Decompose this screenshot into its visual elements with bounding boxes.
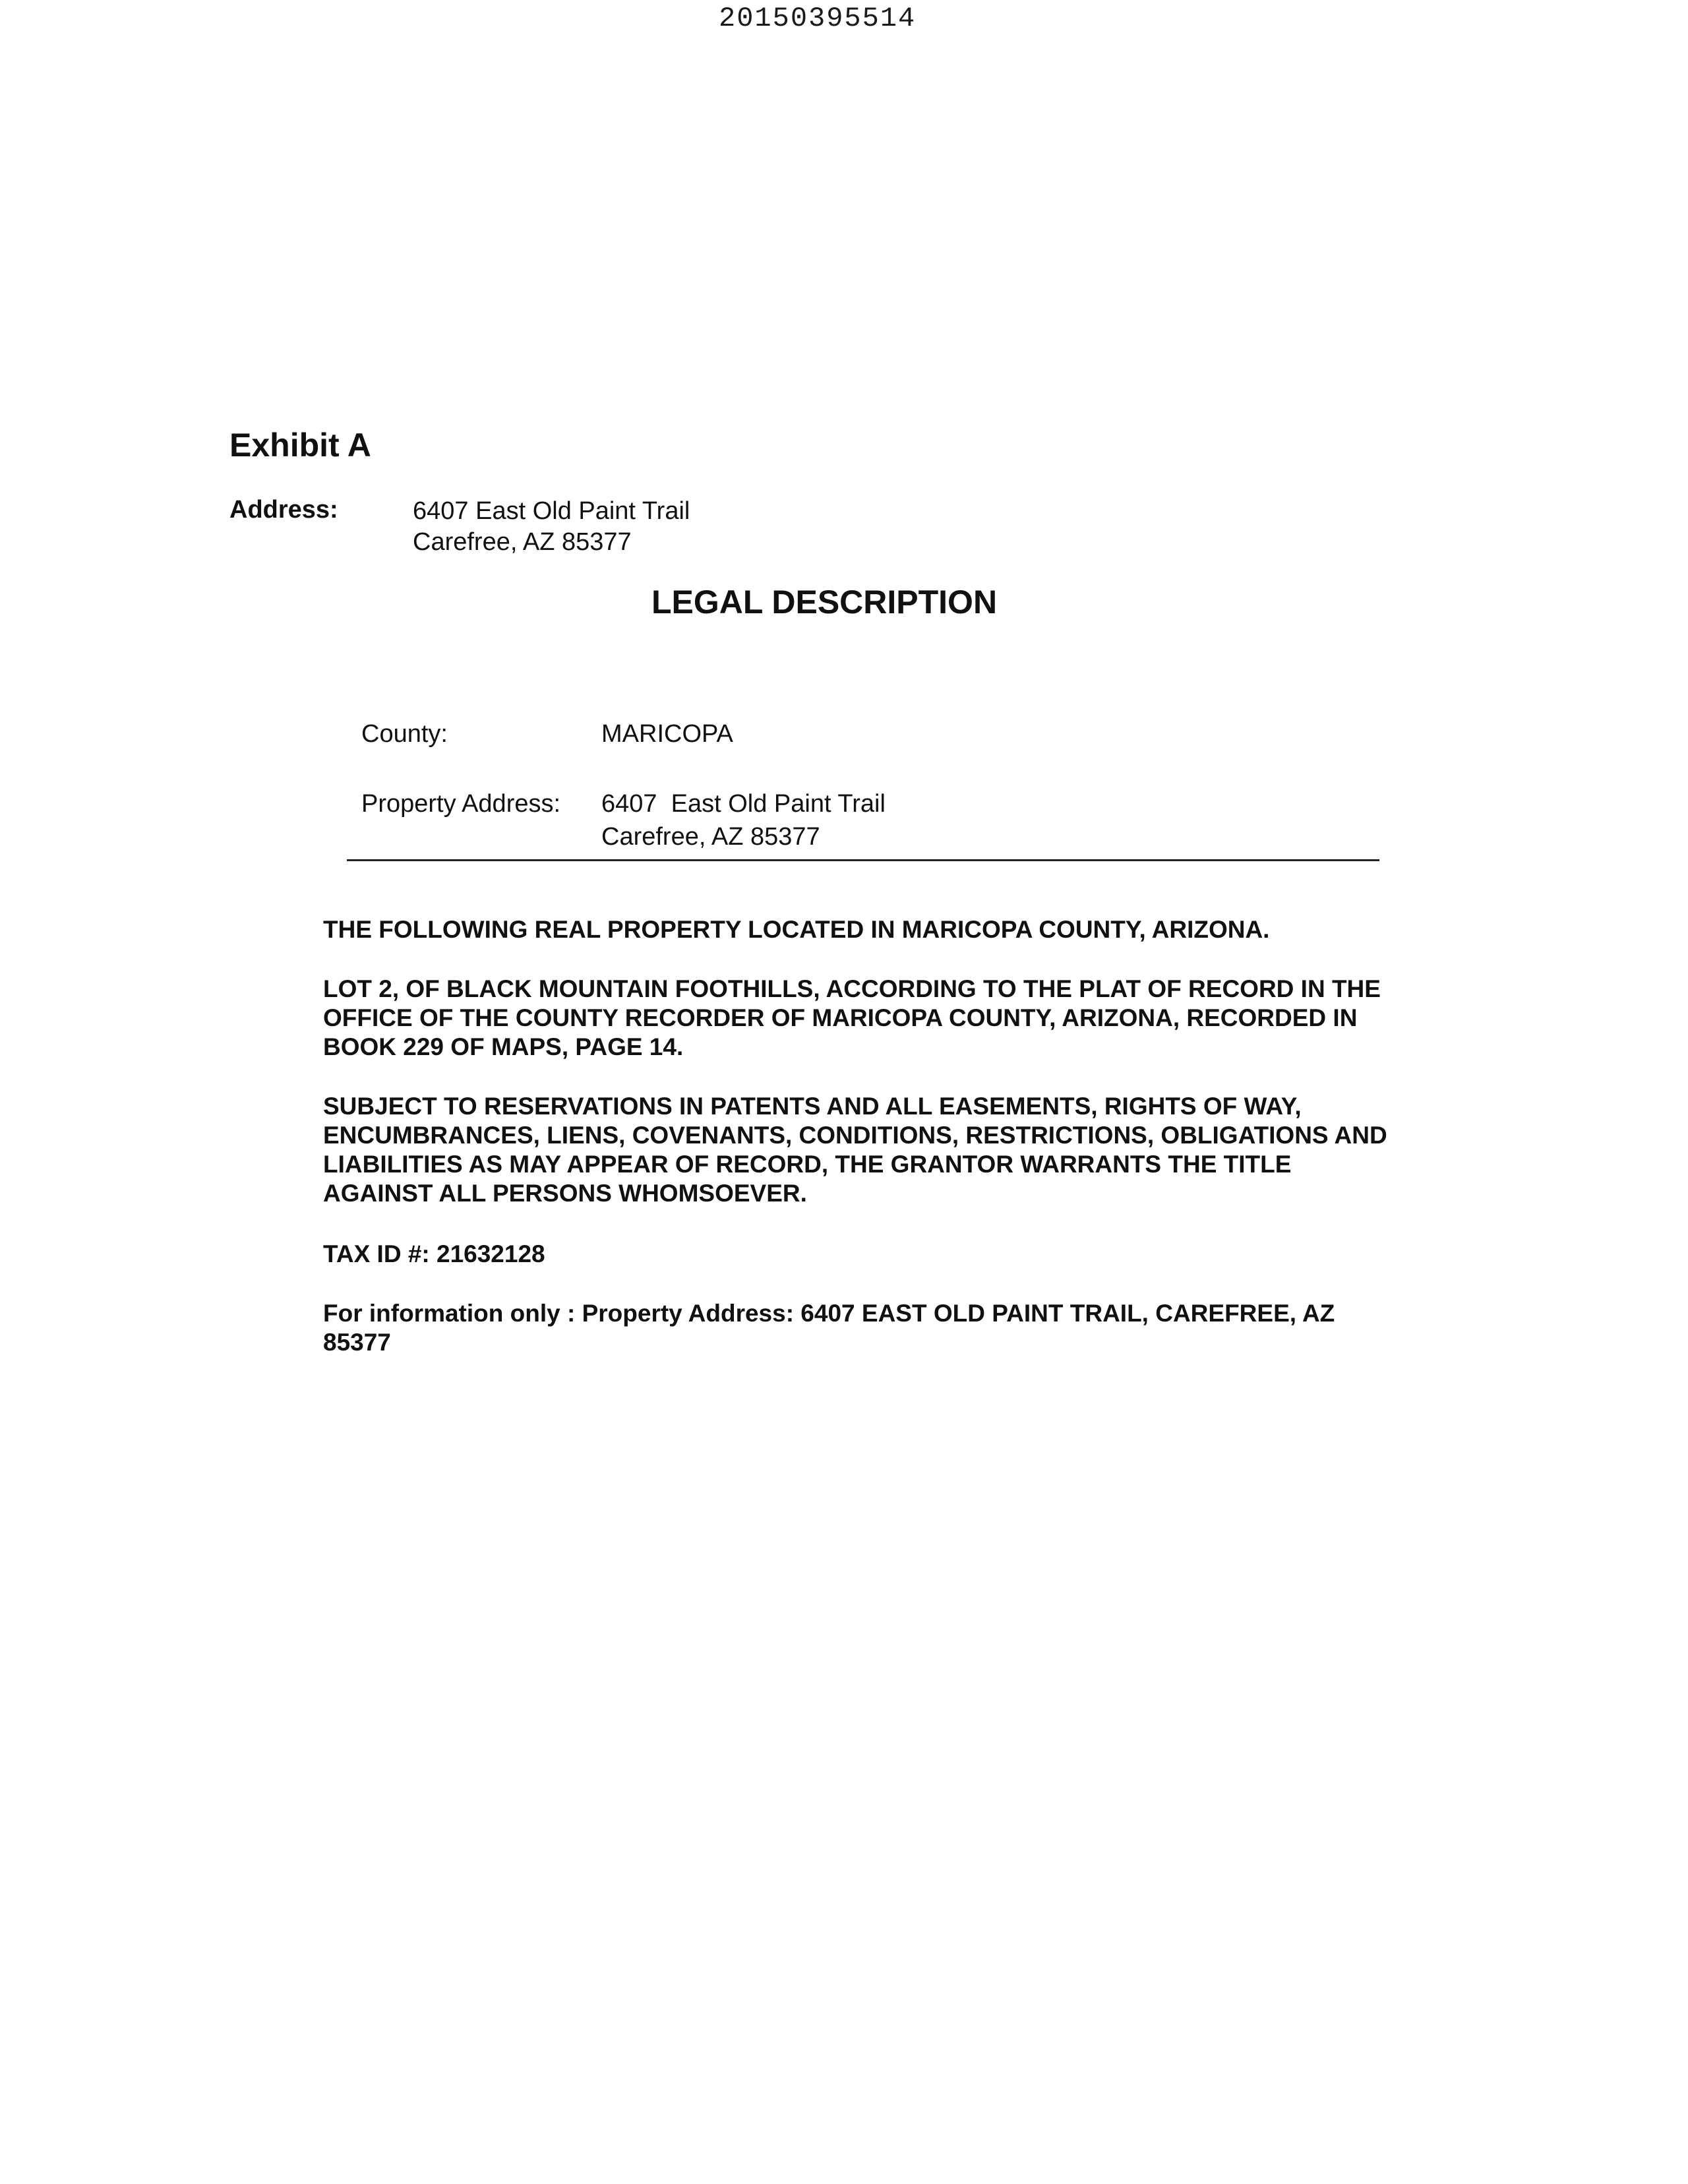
address-block	[413, 496, 690, 558]
property-address-value	[601, 787, 886, 853]
property-address-line-1: 6407 East Old Paint Trail	[601, 790, 886, 818]
paragraph-property-location: THE FOLLOWING REAL PROPERTY LOCATED IN MARICOPA COUNTY, ARIZONA.	[323, 916, 1270, 943]
paragraph-tax-id: TAX ID #: 21632128	[323, 1240, 545, 1267]
address-label: Address:	[229, 496, 338, 524]
address-line-1: 6407 East Old Paint Trail	[413, 497, 690, 525]
paragraph-information-only: For information only : Property Address: 6407 EAST OLD PAINT TRAIL, CAREFREE, AZ 85377	[323, 1300, 1335, 1356]
paragraph-subject-to: SUBJECT TO RESERVATIONS IN PATENTS AND ALL EASEMENTS, RIGHTS OF WAY, ENCUMBRANCES, LIENS, COVENANTS, CONDITIONS, RESTRICTIONS, OBLIGATIONS AND LIABILITIES AS MAY APPEAR OF RECORD, THE GRANTOR WARRANTS THE TITLE AGAINST ALL PERSONS WHOMSOEVER.	[323, 1093, 1387, 1207]
legal-description-heading: LEGAL DESCRIPTION	[651, 584, 998, 621]
property-address-line-2: Carefree, AZ 85377	[601, 823, 820, 851]
property-address-label: Property Address:	[361, 790, 561, 818]
county-value: MARICOPA	[601, 720, 733, 748]
recording-number: 20150395514	[719, 3, 917, 34]
divider-rule	[347, 859, 1379, 861]
exhibit-title: Exhibit A	[229, 427, 371, 464]
county-label: County:	[361, 720, 448, 748]
address-line-2: Carefree, AZ 85377	[413, 528, 632, 556]
paragraph-lot-description: LOT 2, OF BLACK MOUNTAIN FOOTHILLS, ACCORDING TO THE PLAT OF RECORD IN THE OFFICE OF THE COUNTY RECORDER OF MARICOPA COUNTY, ARIZONA, RECORDED IN BOOK 229 OF MAPS, PAGE 14.	[323, 975, 1381, 1060]
